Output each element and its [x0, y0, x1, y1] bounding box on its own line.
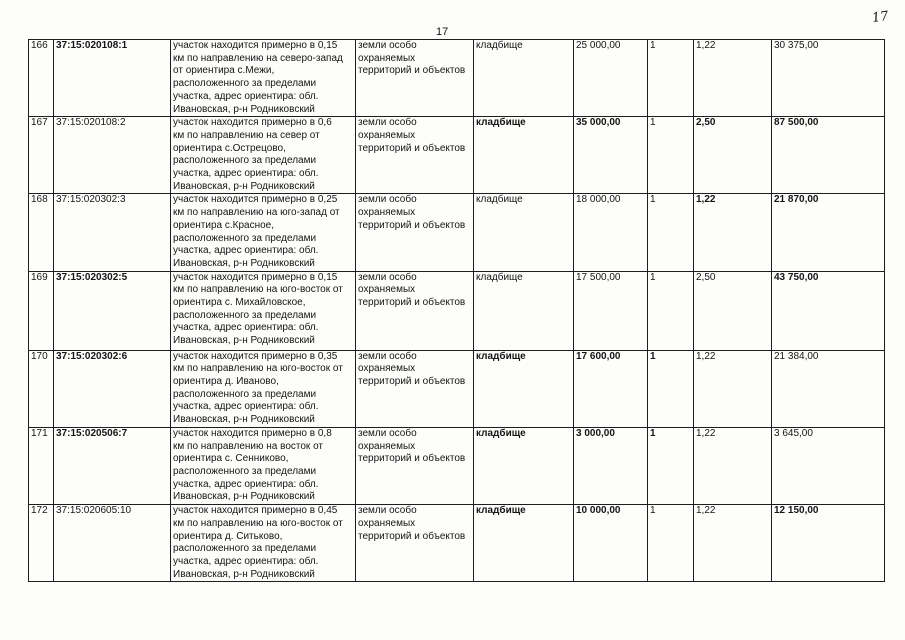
table-row: [29, 271, 885, 350]
plot-area: 25 000,00: [574, 40, 648, 117]
permitted-use: кладбище: [474, 271, 574, 350]
row-number: 169: [29, 271, 54, 350]
plot-area: 18 000,00: [574, 194, 648, 271]
table-row: [29, 505, 885, 582]
permitted-use: кладбище: [474, 427, 574, 504]
table-row: [29, 194, 885, 271]
row-number: 170: [29, 350, 54, 427]
plot-location: участок находится примерно в 0,45 км по направлению на юго-восток от ориентира д. Ситьково, расположенного за пределами участка, адрес ориентира: обл. Ивановская, р-н Родниковский: [171, 505, 356, 582]
coefficient: 1,22: [694, 350, 772, 427]
row-number: 167: [29, 117, 54, 194]
plot-location: участок находится примерно в 0,15 км по направлению на юго-восток от ориентира с. Михайловское, расположенного за пределами участка, адрес ориентира: обл. Ивановская, р-н Родниковский: [171, 271, 356, 350]
cadastral-number: 37:15:020108:1: [54, 40, 171, 117]
cadastral-number: 37:15:020506:7: [54, 427, 171, 504]
row-number: 172: [29, 505, 54, 582]
count: 1: [648, 505, 694, 582]
plot-area: 3 000,00: [574, 427, 648, 504]
plot-location: участок находится примерно в 0,15 км по направлению на северо-запад от ориентира с.Межи, расположенного за пределами участка, адрес ориентира: обл. Ивановская, р-н Родниковский: [171, 40, 356, 117]
count: 1: [648, 350, 694, 427]
cadastral-number: 37:15:020302:6: [54, 350, 171, 427]
plot-location: участок находится примерно в 0,25 км по направлению на юго-запад от ориентира с.Красное, расположенного за пределами участка, адрес ориентира: обл. Ивановская, р-н Родниковский: [171, 194, 356, 271]
permitted-use: кладбище: [474, 194, 574, 271]
handwritten-page-mark: 17: [871, 8, 890, 27]
land-category: земли особо охраняемых территорий и объектов: [356, 350, 474, 427]
land-category: земли особо охраняемых территорий и объектов: [356, 505, 474, 582]
table-row: [29, 117, 885, 194]
cadastral-value: 43 750,00: [772, 271, 885, 350]
land-category: земли особо охраняемых территорий и объектов: [356, 40, 474, 117]
coefficient: 2,50: [694, 271, 772, 350]
cadastral-value: 21 384,00: [772, 350, 885, 427]
cadastral-value: 3 645,00: [772, 427, 885, 504]
coefficient: 2,50: [694, 117, 772, 194]
cadastral-number: 37:15:020302:5: [54, 271, 171, 350]
plot-area: 35 000,00: [574, 117, 648, 194]
count: 1: [648, 194, 694, 271]
permitted-use: кладбище: [474, 117, 574, 194]
cadastral-number: 37:15:020302:3: [54, 194, 171, 271]
table-row: [29, 40, 885, 117]
coefficient: 1,22: [694, 427, 772, 504]
count: 1: [648, 427, 694, 504]
plot-location: участок находится примерно в 0,35 км по направлению на юго-восток от ориентира д. Иваново, расположенного за пределами участка, адрес ориентира: обл. Ивановская, р-н Родниковский: [171, 350, 356, 427]
coefficient: 1,22: [694, 505, 772, 582]
plot-area: 17 500,00: [574, 271, 648, 350]
plot-location: участок находится примерно в 0,8 км по направлению на восток от ориентира с. Сенниково, расположенного за пределами участка, адрес ориентира: обл. Ивановская, р-н Родниковский: [171, 427, 356, 504]
count: 1: [648, 117, 694, 194]
coefficient: 1,22: [694, 194, 772, 271]
cadastral-number: 37:15:020605:10: [54, 505, 171, 582]
cadastral-number: 37:15:020108:2: [54, 117, 171, 194]
row-number: 171: [29, 427, 54, 504]
count: 1: [648, 271, 694, 350]
cadastral-value: 21 870,00: [772, 194, 885, 271]
land-category: земли особо охраняемых территорий и объектов: [356, 427, 474, 504]
permitted-use: кладбище: [474, 350, 574, 427]
row-number: 168: [29, 194, 54, 271]
table-row: [29, 350, 885, 427]
page-number: 17: [436, 26, 449, 38]
land-category: земли особо охраняемых территорий и объектов: [356, 117, 474, 194]
cadastral-value: 12 150,00: [772, 505, 885, 582]
count: 1: [648, 40, 694, 117]
cadastral-value: 30 375,00: [772, 40, 885, 117]
row-number: 166: [29, 40, 54, 117]
land-category: земли особо охраняемых территорий и объектов: [356, 271, 474, 350]
coefficient: 1,22: [694, 40, 772, 117]
land-category: земли особо охраняемых территорий и объектов: [356, 194, 474, 271]
plot-area: 10 000,00: [574, 505, 648, 582]
plot-location: участок находится примерно в 0,6 км по направлению на север от ориентира с.Острецово, расположенного за пределами участка, адрес ориентира: обл. Ивановская, р-н Родниковский: [171, 117, 356, 194]
cadastral-value: 87 500,00: [772, 117, 885, 194]
land-plot-table: [28, 39, 885, 582]
table-row: [29, 427, 885, 504]
permitted-use: кладбище: [474, 40, 574, 117]
permitted-use: кладбище: [474, 505, 574, 582]
plot-area: 17 600,00: [574, 350, 648, 427]
